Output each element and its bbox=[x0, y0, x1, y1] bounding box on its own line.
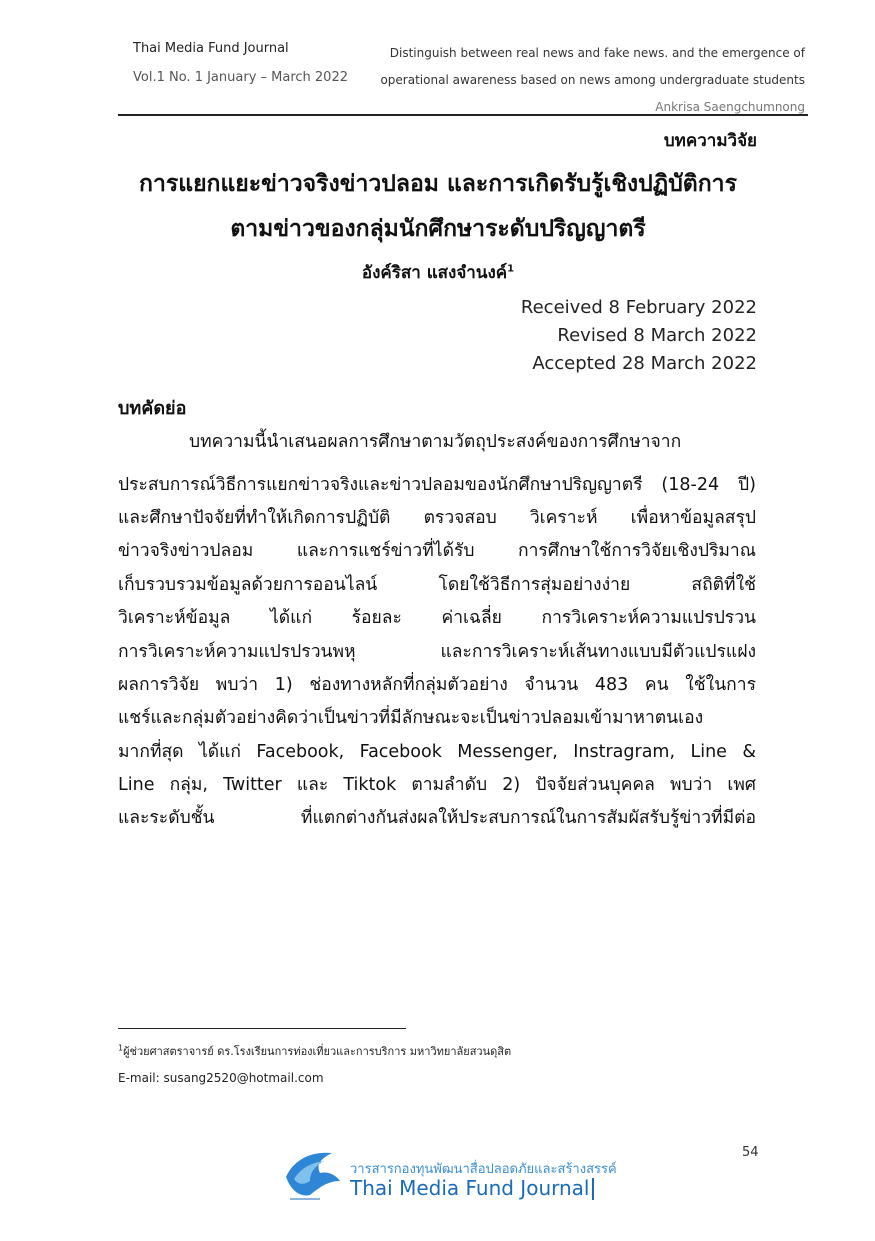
abstract-line: การวิเคราะห์ความแปรปรวนพหุ และการวิเคราะห์เส้นทางแบบมีตัวแปรแฝง bbox=[118, 642, 756, 662]
abstract-line: และศึกษาปัจจัยที่ทำให้เกิดการปฏิบัติ ตรวจสอบ วิเคราะห์ เพื่อหาข้อมูลสรุป bbox=[118, 508, 756, 528]
title-line1: การแยกแยะข่าวจริงข่าวปลอม และการเกิดรับรู้เชิงปฏิบัติการ bbox=[139, 171, 737, 197]
revised-date: Revised 8 March 2022 bbox=[557, 325, 757, 346]
logo-divider bbox=[592, 1178, 594, 1200]
logo-text-thai: วารสารกองทุนพัฒนาสื่อปลอดภัยและสร้างสรรค์ bbox=[350, 1162, 617, 1177]
footnote-email: E-mail: susang2520@hotmail.com bbox=[118, 1071, 324, 1085]
running-title-line2: operational awareness based on news among undergraduate students bbox=[380, 73, 805, 87]
author-name: อังค์ริสา แสงจำนงค์ bbox=[361, 263, 508, 283]
received-date: Received 8 February 2022 bbox=[520, 297, 757, 318]
title-line2: ตามข่าวของกลุ่มนักศึกษาระดับปริญญาตรี bbox=[230, 216, 646, 242]
abstract-line: บทความนี้นำเสนอผลการศึกษาตามวัตถุประสงค์ของการศึกษาจาก bbox=[189, 432, 682, 452]
abstract-line: Line กลุ่ม, Twitter และ Tiktok ตามลำดับ 2) ปัจจัยส่วนบุคคล พบว่า เพศ bbox=[118, 775, 756, 795]
abstract-heading: บทคัดย่อ bbox=[118, 398, 187, 419]
article-dates bbox=[521, 294, 757, 378]
abstract-line: แชร์และกลุ่มตัวอย่างคิดว่าเป็นข่าวที่มีลักษณะจะเป็นข่าวปลอมเข้ามาหาตนเอง bbox=[118, 708, 704, 728]
abstract-line: และระดับชั้น ที่แตกต่างกันส่งผลให้ประสบการณ์ในการสัมผัสรับรู้ข่าวที่มีต่อ bbox=[118, 808, 756, 828]
journal-name: Thai Media Fund Journal bbox=[133, 41, 289, 56]
author-footnote-mark: 1 bbox=[507, 263, 515, 275]
article-type: บทความวิจัย bbox=[663, 131, 757, 151]
journal-volume: Vol.1 No. 1 January – March 2022 bbox=[133, 70, 348, 85]
author-line bbox=[118, 259, 758, 286]
header-divider bbox=[118, 114, 808, 116]
running-header-right bbox=[380, 40, 805, 121]
abstract-line: วิเคราะห์ข้อมูล ได้แก่ ร้อยละ ค่าเฉลี่ย การวิเคราะห์ความแปรปรวน bbox=[118, 608, 756, 628]
footnote-mark: 1 bbox=[118, 1043, 124, 1053]
abstract-line: ประสบการณ์วิธีการแยกข่าวจริงและข่าวปลอมของนักศึกษาปริญญาตรี (18-24 ปี) bbox=[118, 475, 756, 495]
footnote-affiliation bbox=[118, 1042, 511, 1060]
abstract-line: มากที่สุด ได้แก่ Facebook, Facebook Messenger, Instragram, Line & bbox=[118, 742, 756, 762]
abstract-line: ข่าวจริงข่าวปลอม และการแชร์ข่าวที่ได้รับ การศึกษาใช้การวิจัยเชิงปริมาณ bbox=[118, 541, 756, 561]
footnote-divider bbox=[118, 1028, 406, 1029]
footnote-text: ผู้ช่วยศาสตราจารย์ ดร.โรงเรียนการท่องเที่ยวและการบริการ มหาวิทยาลัยสวนดุสิต bbox=[123, 1045, 512, 1058]
running-title-line1: Distinguish between real news and fake news. and the emergence of bbox=[389, 46, 805, 60]
abstract-line: ผลการวิจัย พบว่า 1) ช่องทางหลักที่กลุ่มตัวอย่าง จำนวน 483 คน ใช้ในการ bbox=[118, 675, 756, 695]
page-number: 54 bbox=[742, 1145, 759, 1160]
abstract-line: เก็บรวบรวมข้อมูลด้วยการออนไลน์ โดยใช้วิธีการสุ่มอย่างง่าย สถิติที่ใช้ bbox=[118, 575, 756, 595]
accepted-date: Accepted 28 March 2022 bbox=[532, 353, 757, 374]
logo-text-english: Thai Media Fund Journal bbox=[350, 1176, 590, 1200]
running-author: Ankrisa Saengchumnong bbox=[655, 100, 805, 114]
bird-icon bbox=[280, 1147, 346, 1207]
